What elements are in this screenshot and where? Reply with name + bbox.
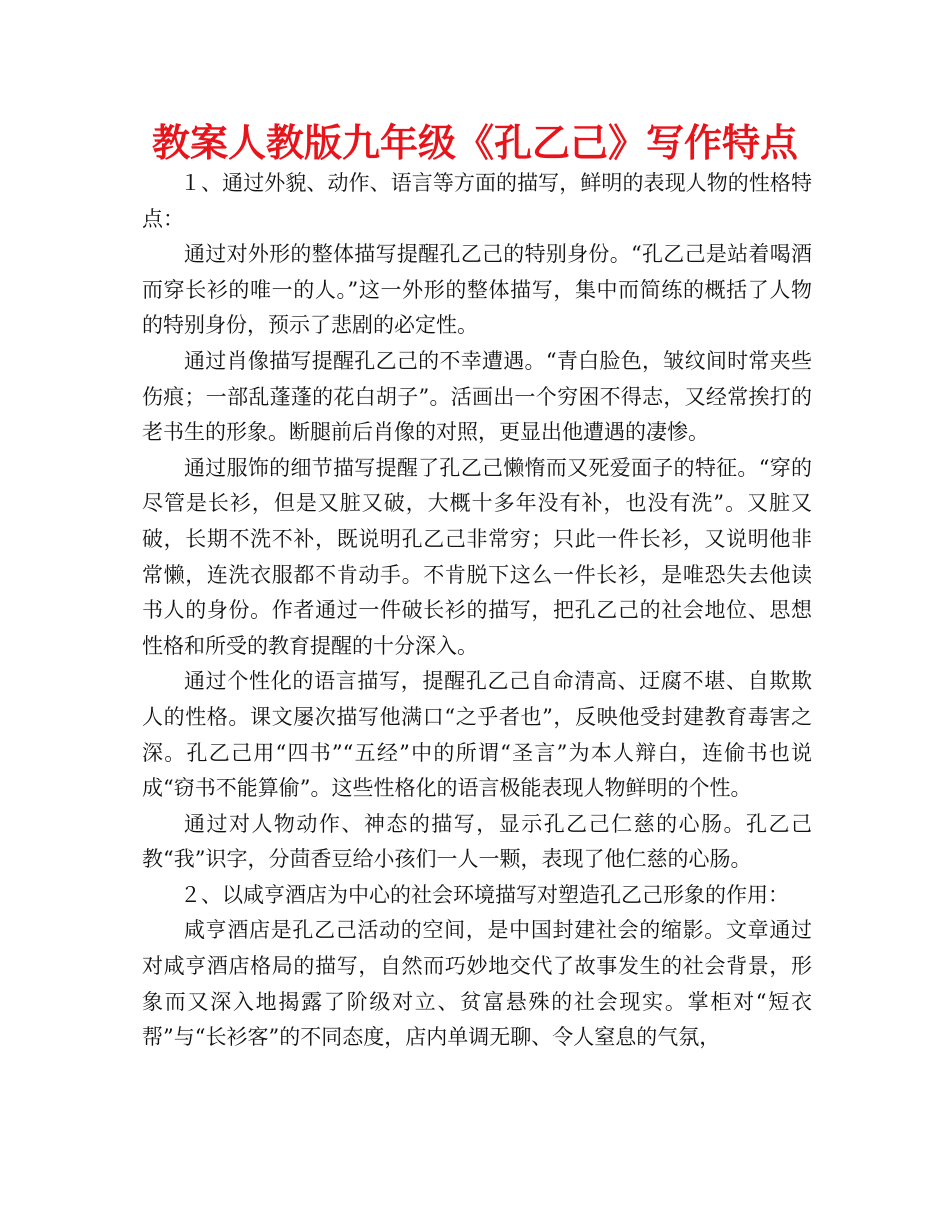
section-heading-2: ２、以咸亨酒店为中心的社会环境描写对塑造孔乙己形象的作用： xyxy=(180,882,789,907)
document-body xyxy=(142,166,812,1056)
paragraph: 通过对外形的整体描写提醒孔乙己的特别身份。“孔乙己是站着喝酒而穿长衫的唯一的人。”这一外形的整体描写，集中而简练的概括了人物的特别身份，预示了悲剧的必定性。 xyxy=(142,242,812,338)
paragraph: 通过个性化的语言描写，提醒孔乙己自命清高、迂腐不堪、自欺欺人的性格。课文屡次描写他满口“之乎者也”，反映他受封建教育毒害之深。孔乙己用“四书”“五经”中的所谓“圣言”为本人辩白，连偷书也说成“窃书不能算偷”。这些性格化的语言极能表现人物鲜明的个性。 xyxy=(142,669,812,801)
paragraph: 咸亨酒店是孔乙己活动的空间，是中国封建社会的缩影。文章通过对咸亨酒店格局的描写，自然而巧妙地交代了故事发生的社会背景，形象而又深入地揭露了阶级对立、贫富悬殊的社会现实。掌柜对“短衣帮”与“长衫客”的不同态度，店内单调无聊、令人窒息的气氛， xyxy=(142,918,812,1050)
paragraph: 通过服饰的细节描写提醒了孔乙己懒惰而又死爱面子的特征。“穿的尽管是长衫，但是又脏又破，大概十多年没有补，也没有洗”。又脏又破，长期不洗不补，既说明孔乙己非常穷；只此一件长衫，又说明他非常懒，连洗衣服都不肯动手。不肯脱下这么一件长衫，是唯恐失去他读书人的身份。作者通过一件破长衫的描写，把孔乙己的社会地位、思想性格和所受的教育提醒的十分深入。 xyxy=(142,455,812,658)
document-title: 教案人教版九年级《孔乙己》写作特点 xyxy=(151,121,798,165)
paragraph: 通过肖像描写提醒孔乙己的不幸遭遇。“青白脸色，皱纹间时常夹些伤痕；一部乱蓬蓬的花白胡子”。活画出一个穷困不得志，又经常挨打的老书生的形象。断腿前后肖像的对照，更显出他遭遇的凄惨。 xyxy=(142,348,812,445)
paragraph: 通过对人物动作、神态的描写，显示孔乙己仁慈的心肠。孔乙己教“我”识字，分茴香豆给小孩们一人一颗，表现了他仁慈的心肠。 xyxy=(142,811,812,872)
section-heading-1: １、通过外貌、动作、语言等方面的描写，鲜明的表现人物的性格特点： xyxy=(142,171,812,231)
